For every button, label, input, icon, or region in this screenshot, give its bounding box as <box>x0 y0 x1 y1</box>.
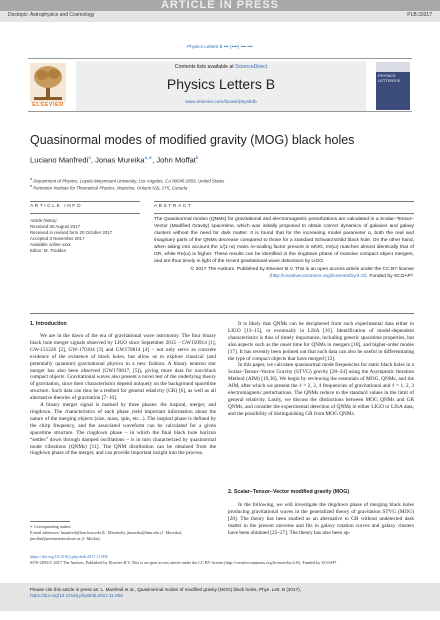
citation-doi-link[interactable]: https://doi.org/10.1016/j.physletb.2017.11.006 <box>30 593 123 599</box>
affiliation-mark: a <box>30 177 32 181</box>
cover-title: PHYSICS LETTERS B <box>378 73 400 83</box>
abstract-text: The Quasinormal modes (QNMs) for gravitational and electromagnetic perturbations are calculated in a Scalar–Tensor–Vector (Modified Gravity) spacetime, which was initially proposed to obtain correct dynamics of galaxies and galaxy clusters without the need for dark matter. It is found that for the increasing model parameter α, both the real and imaginary parts of the QNMs decrease compared to those for a standard Schwarzschild black hole. On the other hand, when taking into account the 1/(1+α) mass re-scaling factor present in MOG, Im(ω) matches almost identically that of GR, while Re(ω) is higher. These results can be identified in the ringdown phase of massive compact object mergers, and are thus timely in light of the recent gravitational wave detections by LIGO. <box>154 217 414 264</box>
journal-masthead <box>28 58 412 112</box>
doctopic-label: Doctopic: Astrophysics and Cosmology <box>8 12 95 18</box>
masthead-center <box>76 61 366 111</box>
left-column <box>30 333 216 457</box>
author-affil-mark: a,∗ <box>144 155 153 160</box>
affiliation-mark: b <box>30 184 32 188</box>
author-list <box>30 155 430 165</box>
paragraph: We are in the dawn of the era of gravitational wave astronomy. The four binary black hole merger signals observed by LIGO since September 2015 – GW150914 [1], GW-151226 [2], GW-170104 [3] and GW170814 [4] – not only serve as concrete evidence of the existence of black holes, but allow us to explore classical (and potentially quantum) gravitational physics in a new fashion. A binary neutron star merger has also been observed (GW170817, [5]), giving more data for non-black compact objects. Gravitational waves also present a novel test of the underlying theory of gravitation, since their characteristics depend uniquely on the background spacetime structure. Such data can thus be a testbed for general relativity (GR) [6], as well as all alternative theories of gravitation [7–10]. <box>30 333 216 402</box>
footnote-rule <box>30 521 70 522</box>
citation-line: Please cite this article in press as: L. Manfredi et al., Quasinormal modes of modified gravity (MOG) black holes, Phys. Lett. B (2017), <box>30 587 301 592</box>
revised-date: Received in revised form 20 October 2017 <box>30 230 113 235</box>
affiliation-text: Department of Physics, Loyola Marymount University, Los Angeles, CA 90045-2659, United States <box>33 178 225 184</box>
contents-line <box>76 64 366 70</box>
author-separator: , <box>152 155 157 165</box>
corresponding-footnote: ∗ Corresponding author. <box>30 524 72 529</box>
elsevier-logo-text: ELSEVIER <box>32 102 64 108</box>
section-1-heading: 1. Introduction <box>30 321 67 327</box>
right-column-continued <box>228 502 414 537</box>
author-name[interactable]: Jonas Mureika <box>95 155 145 165</box>
email-footnote: E-mail addresses: lmanfred@lion.lmu.edu (L. Manfredi), jmureika@lmu.edu (J. Mureika), jmoffat@perimeterinstitute.ca (J. Moffat). <box>30 530 183 541</box>
elsevier-tree-logo <box>30 63 66 103</box>
license-link[interactable]: (http://creativecommons.org/licenses/by/4.0/). <box>269 274 369 279</box>
available-online: Available online xxxx <box>30 242 71 247</box>
journal-homepage-line <box>76 100 366 105</box>
affiliation <box>30 184 187 190</box>
right-column <box>228 321 414 418</box>
copyright-line: 0370-2693/© 2017 The Authors. Published by Elsevier B.V. This is an open access article under the CC BY license (http://creativecommons.org/licenses/by/4.0/). Funded by SCOAP³. <box>30 560 338 565</box>
journal-cover-thumbnail <box>376 62 410 110</box>
abstract-body <box>154 216 414 280</box>
abstract-rule <box>154 201 414 202</box>
affiliation <box>30 177 224 183</box>
author-name[interactable]: Luciano Manfredi <box>30 155 89 165</box>
journal-homepage-link[interactable]: www.elsevier.com/locate/physletb <box>185 100 257 105</box>
license-line <box>154 266 414 280</box>
editor: Editor: M. Trodden <box>30 248 67 253</box>
author-separator: , <box>90 155 96 165</box>
cover-band <box>376 62 410 72</box>
article-info-rule-lower <box>30 213 140 214</box>
received-date: Received 30 August 2017 <box>30 224 81 229</box>
accepted-date: Accepted 3 November 2017 <box>30 236 85 241</box>
article-info-rule <box>30 201 140 202</box>
paper-title: Quasinormal modes of modified gravity (MOG) black holes <box>30 133 355 147</box>
affiliation-text: Perimeter Institute for Theoretical Physics, Waterloo, Ontario N2L 2Y5, Canada <box>33 185 188 191</box>
paragraph: In the following, we will investigate the ringdown phase of merging black holes producing gravitational waves in the generalized theory of gravitation STVG (MOG) [20]. The theory has been studied as an alternative to GR without undetected dark matter in the present universe and fits to galaxy rotation curves and galaxy clusters have been obtained [25–27]. The theory has also been ap- <box>228 502 414 536</box>
sciencedirect-link[interactable]: ScienceDirect <box>235 64 268 70</box>
journal-reference[interactable]: Physics Letters B ••• (••••) •••–••• <box>187 44 253 49</box>
plb-code: PLB:33317 <box>407 12 432 18</box>
contents-prefix: Contents lists available at <box>174 64 236 70</box>
author-name[interactable]: John Moffat <box>156 155 196 165</box>
article-info-heading: ARTICLE INFO <box>30 204 83 209</box>
article-in-press-label: ARTICLE IN PRESS <box>160 0 280 11</box>
paragraph: A binary merger signal is marked by three phases: the inspiral, merger, and ringdown. The characteristics of each phase yield important information about the nature of the merging objects (size, mass, spin, etc...). The inspiral phase is defined by the chirp frequency, and the associated waveform can be calculated for a given spacetime structure. The ringdown phase – in which the final black hole horizon “settles” down through damped oscillations – is in turn characterized by quasinormal mode vibrations (QNMs) [11]. The QNM distribution can be obtained from the ringdown phase of the merger, and can provide important insight into the process. <box>30 402 216 457</box>
license-text: © 2017 The Authors. Published by Elsevier B.V. This is an open access article under the CC BY license <box>190 267 414 272</box>
section-2-heading: 2. Scalar–Tensor–Vector modified gravity (MOG) <box>228 489 350 495</box>
doi-link[interactable]: https://doi.org/10.1016/j.physletb.2017.11.006 <box>30 554 108 559</box>
author-affil-mark: a <box>88 155 91 160</box>
abstract-rule-lower <box>154 213 414 214</box>
citation-text <box>30 587 410 600</box>
paragraph: In this paper, we calculate quasinormal mode frequencies for static black holes in a Scalar–Tensor–Vector Gravity (STVG) gravity [20–24] using the Asymptotic Iteration Method (AIM) [19,36]. We begin by reviewing the essentials of MOG, QNMs, and the AIM, after which we present the ℓ = 2, 3, 4 frequencies of gravitational and ℓ = 1, 2, 3 electromagnetic perturbations. The QNMs reduce to the standard values in the limit of general relativity. Lastly, we discuss the distinctions between MOG QNMs and GR QNMs, and consider the experimental detection of QNMs in either LIGO or LISA data, and the possibility of distinguishing GR from MOG QNMs. <box>228 362 414 417</box>
abstract-heading: ABSTRACT <box>154 204 193 209</box>
paragraph: It is likely that QNMs can be deciphered from such experimental data either in LIGO [13–15], or eventually in LISA [16]. Identification of model-dependent characteristics is thus of timely importance, including generic spacetime properties, but also aspects such as the onset time for QNMs in mergers [18], and higher-order modes [17]. It has recently been pointed out that such data can also be useful in differentiating the type of compact objects that have merged [12]. <box>228 321 414 362</box>
author-affil-mark: b <box>195 155 199 160</box>
abstract-bottom-rule <box>30 313 414 314</box>
article-history-label: Article history: <box>30 218 58 223</box>
funding-text: Funded by SCOAP³. <box>368 274 414 279</box>
journal-name: Physics Letters B <box>166 76 276 92</box>
